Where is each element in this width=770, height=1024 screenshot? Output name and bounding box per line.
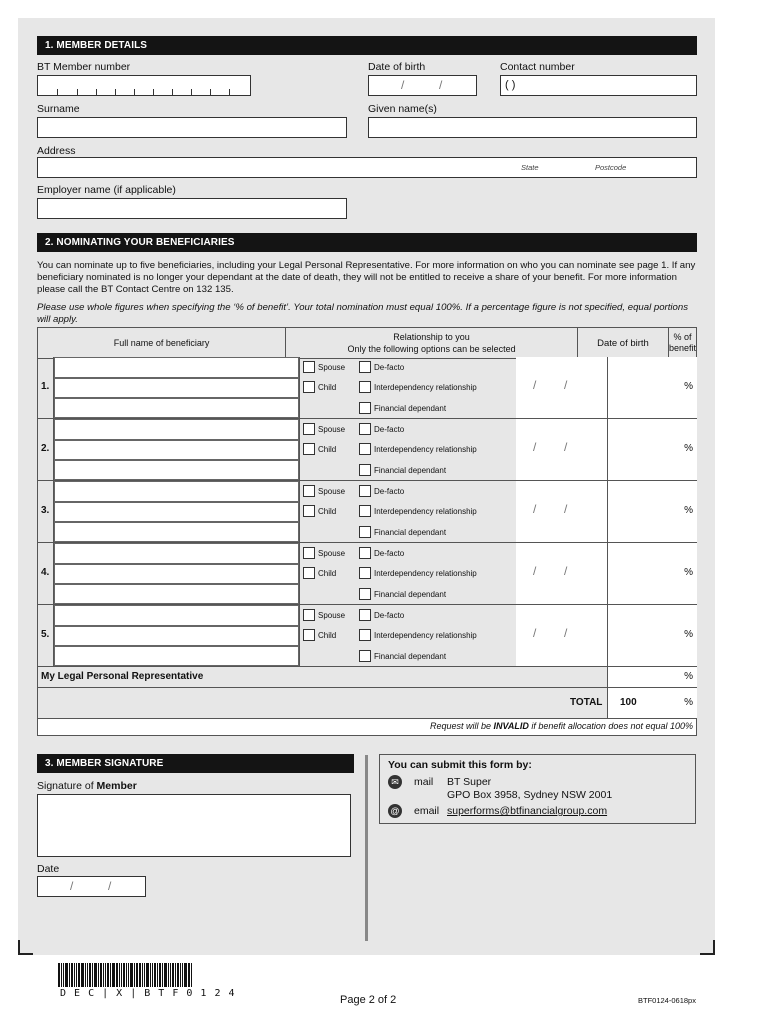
beneficiary-dob-field[interactable]: / / xyxy=(516,543,607,604)
beneficiary-row xyxy=(37,543,697,605)
beneficiary-pct-field[interactable] xyxy=(608,481,697,542)
defacto-label: De-facto xyxy=(374,424,405,434)
member-number-label: BT Member number xyxy=(37,61,131,73)
beneficiary-name-line[interactable] xyxy=(54,564,299,584)
beneficiary-name-line[interactable] xyxy=(54,626,299,646)
beneficiary-name-fields xyxy=(54,543,299,604)
address-label: Address xyxy=(37,145,76,157)
beneficiary-name-fields xyxy=(54,419,299,480)
member-number-field[interactable] xyxy=(37,75,251,96)
beneficiary-row xyxy=(37,481,697,543)
beneficiary-dob-field[interactable]: / / xyxy=(516,419,607,480)
lpr-row xyxy=(37,667,697,688)
lpr-label: My Legal Personal Representative xyxy=(41,671,204,682)
given-names-field[interactable] xyxy=(368,117,697,138)
spouse-checkbox[interactable] xyxy=(303,361,315,373)
child-label: Child xyxy=(318,506,337,516)
child-label: Child xyxy=(318,444,337,454)
col-pct-header: % of benefit xyxy=(668,332,696,353)
beneficiary-name-line[interactable] xyxy=(54,460,299,480)
beneficiary-name-fields xyxy=(54,357,299,418)
beneficiary-name-line[interactable] xyxy=(54,646,299,666)
defacto-checkbox[interactable] xyxy=(359,547,371,559)
interdependency-label: Interdependency relationship xyxy=(374,568,477,578)
interdependency-label: Interdependency relationship xyxy=(374,630,477,640)
spouse-label: Spouse xyxy=(318,486,346,496)
total-field: 100 % xyxy=(608,688,697,718)
beneficiary-dob-field[interactable]: / / xyxy=(516,357,607,418)
form-code: BTF0124-0618px xyxy=(638,996,696,1005)
spouse-checkbox[interactable] xyxy=(303,485,315,497)
page-number: Page 2 of 2 xyxy=(340,994,397,1006)
contact-field[interactable] xyxy=(500,75,697,96)
interdependency-checkbox[interactable] xyxy=(359,505,371,517)
interdependency-checkbox[interactable] xyxy=(359,629,371,641)
beneficiary-number: 5. xyxy=(41,629,50,640)
spouse-checkbox[interactable] xyxy=(303,609,315,621)
beneficiary-row xyxy=(37,605,697,667)
beneficiary-pct-field[interactable] xyxy=(608,419,697,480)
child-checkbox[interactable] xyxy=(303,629,315,641)
section-2-header: 2. NOMINATING YOUR BENEFICIARIES xyxy=(37,233,697,252)
submit-info-box xyxy=(379,754,696,824)
interdependency-label: Interdependency relationship xyxy=(374,506,477,516)
signature-label xyxy=(37,780,137,792)
financial-dependant-checkbox[interactable] xyxy=(359,650,371,662)
beneficiary-name-line[interactable] xyxy=(54,398,299,418)
email-link[interactable]: superforms@btfinancialgroup.com xyxy=(447,805,608,817)
col-full-name-header: Full name of beneficiary xyxy=(38,328,286,359)
financial-dependant-label: Financial dependant xyxy=(374,403,447,413)
beneficiary-name-line[interactable] xyxy=(54,543,299,564)
surname-label: Surname xyxy=(37,103,80,115)
beneficiary-number: 1. xyxy=(41,381,50,392)
beneficiary-number: 3. xyxy=(41,505,50,516)
total-value: 100 xyxy=(620,697,637,708)
contact-paren: ( ) xyxy=(505,79,516,91)
lpr-pct-field[interactable]: % xyxy=(608,667,697,687)
total-row xyxy=(37,688,697,719)
child-checkbox[interactable] xyxy=(303,567,315,579)
beneficiary-name-line[interactable] xyxy=(54,357,299,378)
beneficiary-number: 2. xyxy=(41,443,50,454)
financial-dependant-label: Financial dependant xyxy=(374,527,447,537)
beneficiary-name-line[interactable] xyxy=(54,481,299,502)
mail-line-1: BT Super xyxy=(447,776,492,788)
interdependency-label: Interdependency relationship xyxy=(374,444,477,454)
spouse-label: Spouse xyxy=(318,610,346,620)
dob-label: Date of birth xyxy=(368,61,426,73)
section-2-note: Please use whole figures when specifying the ‘% of benefit’. Your total nomination must equal 100%. If a percentage figure is not specified, equal portions will apply. xyxy=(37,302,688,325)
contact-label: Contact number xyxy=(500,61,575,73)
spouse-label: Spouse xyxy=(318,548,346,558)
financial-dependant-label: Financial dependant xyxy=(374,651,447,661)
beneficiary-name-line[interactable] xyxy=(54,605,299,626)
pct-sign: % xyxy=(684,567,693,578)
beneficiary-pct-field[interactable] xyxy=(608,605,697,666)
dob-field[interactable]: / / xyxy=(368,75,477,96)
defacto-label: De-facto xyxy=(374,362,405,372)
address-field[interactable] xyxy=(37,157,697,178)
email-label: email xyxy=(414,805,440,817)
email-icon: @ xyxy=(388,804,402,818)
beneficiary-name-fields xyxy=(54,605,299,666)
beneficiary-name-line[interactable] xyxy=(54,440,299,460)
child-checkbox[interactable] xyxy=(303,505,315,517)
crop-mark-right-horizontal xyxy=(700,953,715,955)
state-label: State xyxy=(521,163,539,172)
beneficiary-name-line[interactable] xyxy=(54,502,299,522)
mail-line-2: GPO Box 3958, Sydney NSW 2001 xyxy=(447,789,613,801)
pct-sign: % xyxy=(684,505,693,516)
financial-dependant-checkbox[interactable] xyxy=(359,402,371,414)
financial-dependant-checkbox[interactable] xyxy=(359,588,371,600)
signature-field[interactable] xyxy=(37,794,351,857)
child-label: Child xyxy=(318,630,337,640)
spouse-label: Spouse xyxy=(318,362,346,372)
beneficiary-number: 4. xyxy=(41,567,50,578)
pct-sign: % xyxy=(684,443,693,454)
date-label: Date xyxy=(37,863,60,875)
beneficiary-pct-field[interactable] xyxy=(608,357,697,418)
employer-field[interactable] xyxy=(37,198,347,219)
beneficiary-row xyxy=(37,419,697,481)
section-1-header: 1. MEMBER DETAILS xyxy=(37,36,697,55)
beneficiary-name-line[interactable] xyxy=(54,522,299,542)
beneficiary-dob-field[interactable]: / / xyxy=(516,605,607,666)
surname-field[interactable] xyxy=(37,117,347,138)
spouse-checkbox[interactable] xyxy=(303,547,315,559)
spouse-label: Spouse xyxy=(318,424,346,434)
beneficiary-name-line[interactable] xyxy=(54,378,299,398)
beneficiary-name-line[interactable] xyxy=(54,584,299,604)
defacto-checkbox[interactable] xyxy=(359,423,371,435)
employer-label: Employer name (if applicable) xyxy=(37,184,176,196)
defacto-label: De-facto xyxy=(374,610,405,620)
beneficiary-row xyxy=(37,357,697,419)
total-label: TOTAL xyxy=(570,697,603,708)
financial-dependant-checkbox[interactable] xyxy=(359,464,371,476)
invalid-notice: Request will be INVALID if benefit allocation does not equal 100% xyxy=(37,719,697,736)
defacto-checkbox[interactable] xyxy=(359,485,371,497)
barcode xyxy=(58,963,193,987)
interdependency-checkbox[interactable] xyxy=(359,381,371,393)
interdependency-label: Interdependency relationship xyxy=(374,382,477,392)
interdependency-checkbox[interactable] xyxy=(359,567,371,579)
defacto-label: De-facto xyxy=(374,548,405,558)
defacto-checkbox[interactable] xyxy=(359,361,371,373)
beneficiaries-table xyxy=(37,327,697,359)
section-3-header: 3. MEMBER SIGNATURE xyxy=(37,754,354,773)
beneficiary-name-fields xyxy=(54,481,299,542)
postcode-label: Postcode xyxy=(595,163,627,172)
child-label: Child xyxy=(318,568,337,578)
beneficiary-name-line[interactable] xyxy=(54,419,299,440)
given-names-label: Given name(s) xyxy=(368,103,437,115)
spouse-checkbox[interactable] xyxy=(303,423,315,435)
defacto-label: De-facto xyxy=(374,486,405,496)
beneficiary-dob-field[interactable]: / / xyxy=(516,481,607,542)
crop-mark-left-horizontal xyxy=(18,953,33,955)
signature-label-member: Member xyxy=(96,780,137,792)
child-checkbox[interactable] xyxy=(303,443,315,455)
col-relationship-header: Relationship to you Only the following options can be selected xyxy=(286,328,578,359)
financial-dependant-label: Financial dependant xyxy=(374,589,447,599)
submit-title: You can submit this form by: xyxy=(388,759,532,771)
beneficiary-pct-field[interactable] xyxy=(608,543,697,604)
child-label: Child xyxy=(318,382,337,392)
financial-dependant-label: Financial dependant xyxy=(374,465,447,475)
col-dob-header: Date of birth xyxy=(578,328,669,358)
mail-icon: ✉ xyxy=(388,775,402,789)
pct-sign: % xyxy=(684,381,693,392)
section-2-intro: You can nominate up to five beneficiaries, including your Legal Personal Representative. For more information on who you can nominate see page 1. If any beneficiary nominated is no longer your dependant at the date of death, they will not be entitled to receive a share of your benefit. For more information please call the BT Contact Centre on 132 135. xyxy=(37,260,696,295)
financial-dependant-checkbox[interactable] xyxy=(359,526,371,538)
interdependency-checkbox[interactable] xyxy=(359,443,371,455)
column-divider xyxy=(365,755,368,941)
barcode-text: D E C | X | B T F 0 1 2 4 xyxy=(60,988,236,999)
pct-sign: % xyxy=(684,629,693,640)
signature-date-field[interactable]: / / xyxy=(37,876,146,897)
defacto-checkbox[interactable] xyxy=(359,609,371,621)
mail-label: mail xyxy=(414,776,434,788)
child-checkbox[interactable] xyxy=(303,381,315,393)
signature-label-text: Signature of xyxy=(37,780,97,792)
